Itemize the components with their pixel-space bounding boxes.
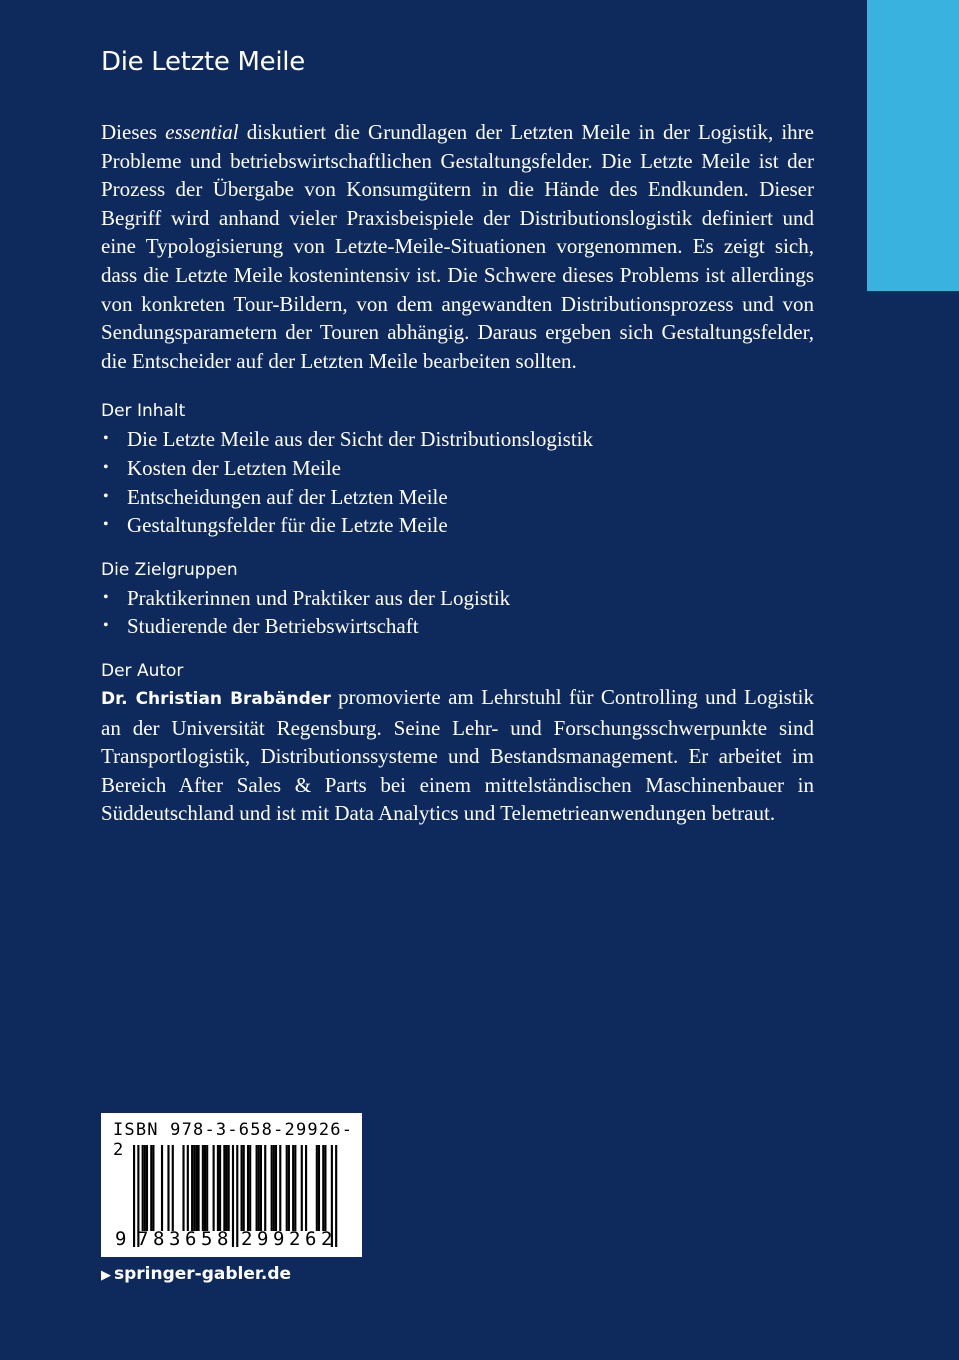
bullet-icon: • [103, 430, 109, 448]
bullet-icon: • [103, 516, 109, 534]
ean-digit: 2 [241, 1228, 253, 1250]
description-paragraph [101, 118, 814, 375]
ean-digit: 8 [217, 1228, 229, 1250]
description-prefix: Dieses [101, 120, 166, 144]
ean-digit: 6 [305, 1228, 317, 1250]
ean-digit: 7 [137, 1228, 149, 1250]
author-paragraph [101, 683, 814, 828]
isbn-label: ISBN 978-3-658-29926-2 [113, 1120, 354, 1160]
list-item-text: Gestaltungsfelder für die Letzte Meile [127, 513, 448, 538]
list-item [101, 425, 814, 454]
list-item [101, 584, 814, 613]
ean-digit: 3 [169, 1228, 181, 1250]
description-emphasis: essential [165, 120, 239, 144]
book-title: Die Letzte Meile [101, 47, 305, 77]
list-item-text: Die Letzte Meile aus der Sicht der Distributionslogistik [127, 427, 593, 452]
inhalt-heading: Der Inhalt [101, 401, 186, 422]
ean-digit: 2 [321, 1228, 333, 1250]
ean-digit: 5 [201, 1228, 213, 1250]
ean-digit: 9 [257, 1228, 269, 1250]
zielgruppen-heading: Die Zielgruppen [101, 559, 238, 580]
author-name: Dr. Christian Brabänder [101, 688, 331, 709]
bullet-icon: • [103, 487, 109, 505]
back-cover-content [101, 40, 814, 828]
zielgruppen-list [101, 584, 814, 641]
inhalt-list [101, 425, 814, 539]
bullet-icon: • [103, 458, 109, 476]
ean-digit: 9 [273, 1228, 285, 1250]
list-item [101, 454, 814, 483]
isbn-barcode [101, 1113, 362, 1257]
list-item [101, 483, 814, 512]
publisher-link[interactable] [101, 1262, 291, 1288]
description-rest: diskutiert die Grundlagen der Letzten Meile in der Logistik, ihre Probleme und betriebswirtschaftlichen Gestaltungsfelder. Die Letzte Meile ist der Prozess der Übergabe von Konsumgütern in die Hände des Endkunden. Dieser Begriff wird anhand vieler Praxisbeispiele der Distributionslogistik definiert und eine Typologisierung von Letzte-Meile-Situationen vorgenommen. Es zeigt sich, dass die Letzte Meile kostenintensiv ist. Die Schwere dieses Problems ist allerdings von konkreten Tour-Bildern, von dem angewandten Distributionsprozess und von Sendungsparametern der Touren abhängig. Daraus ergeben sich Gestaltungsfelder, die Entscheider auf der Letzten Meile bearbeiten sollten. [101, 120, 814, 373]
list-item-text: Studierende der Betriebswirtschaft [127, 614, 419, 639]
ean-digit: 9 [115, 1228, 127, 1250]
triangle-right-icon: ▶ [101, 1268, 111, 1283]
ean-digit: 2 [289, 1228, 301, 1250]
accent-bar [867, 0, 959, 291]
list-item-text: Kosten der Letzten Meile [127, 455, 341, 480]
ean-digit: 8 [153, 1228, 165, 1250]
list-item-text: Entscheidungen auf der Letzten Meile [127, 484, 448, 509]
list-item [101, 511, 814, 540]
ean-digits [101, 1226, 362, 1252]
publisher-url: springer-gabler.de [114, 1264, 292, 1284]
list-item [101, 612, 814, 641]
author-bio: promovierte am Lehrstuhl für Controlling und Logistik an der Universität Regensburg. Seine Lehr- und Forschungsschwerpunkte sind Transportlogistik, Distributionssysteme und Bestandsmanagement. Er arbeitet im Bereich After Sales & Parts bei einem mittelständischen Maschinenbauer in Süddeutschland und ist mit Data Analytics und Telemetrieanwendungen betraut. [101, 684, 814, 826]
autor-heading: Der Autor [101, 660, 184, 681]
bullet-icon: • [103, 617, 109, 635]
ean-digit: 6 [185, 1228, 197, 1250]
bullet-icon: • [103, 588, 109, 606]
list-item-text: Praktikerinnen und Praktiker aus der Logistik [127, 585, 511, 610]
